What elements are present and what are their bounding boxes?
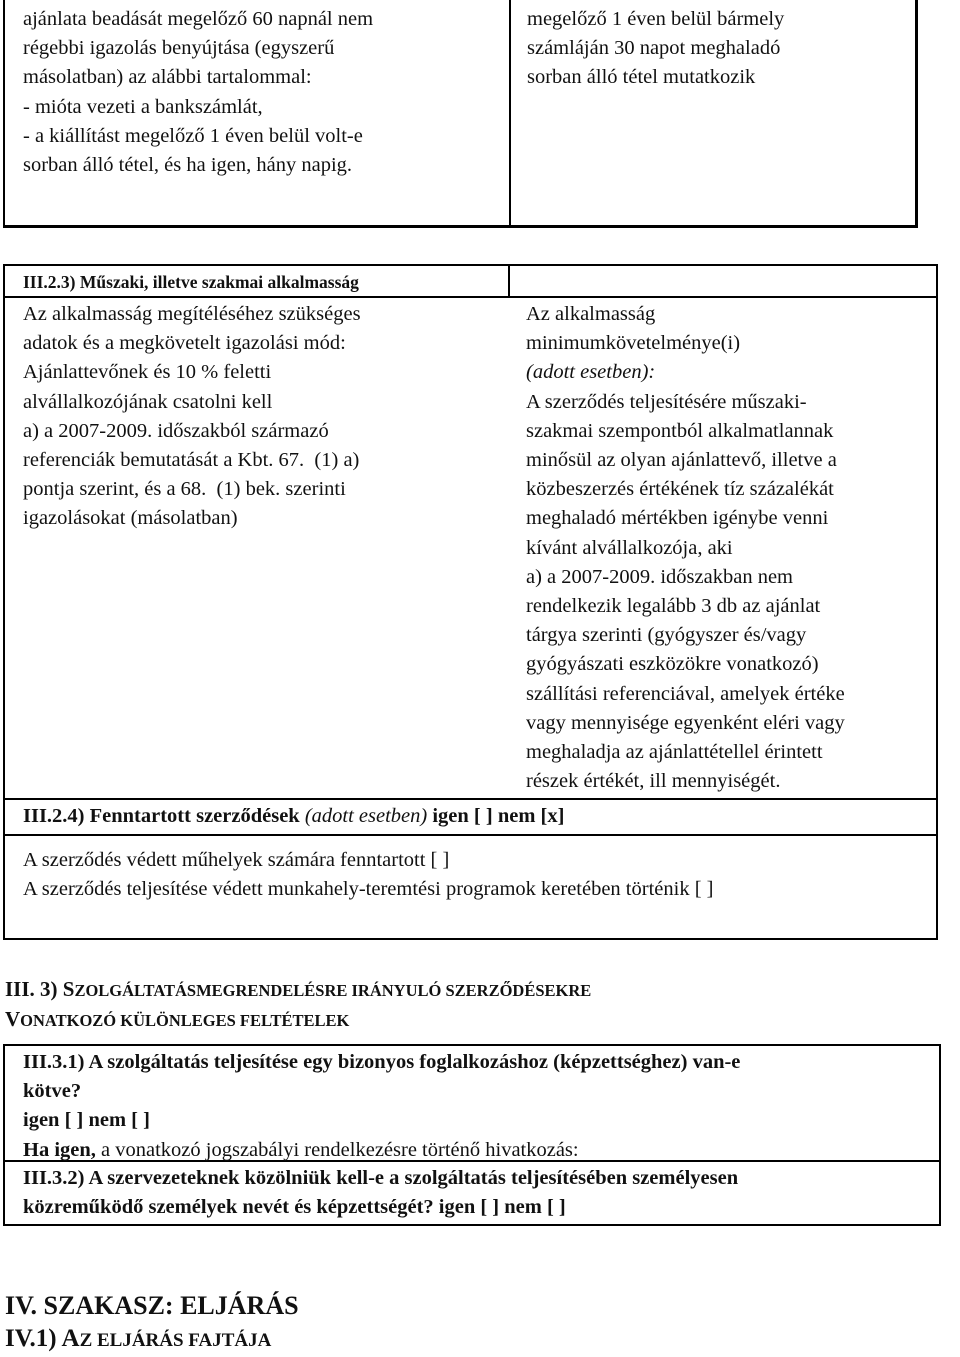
conditional-text: a vonatkozó jogszabályi rendelkezésre történő hivatkozás: (95, 1138, 579, 1161)
text-line: rendelkezik legalább 3 db az ajánlat (526, 595, 821, 618)
text-line: régebbi igazolás benyújtása (egyszerű (23, 37, 335, 60)
text-line: igazolásokat (másolatban) (23, 507, 238, 530)
question-personnel-names (3, 1162, 941, 1226)
section-heading-answer: igen [ ] nem [x] (432, 805, 565, 827)
text-line: közbeszerzés értékének tíz százalékát (526, 478, 834, 501)
text-line: meghaladja az ajánlattétellel érintett (526, 741, 823, 764)
question-text: közreműködő személyek nevét és képzettségét? igen [ ] nem [ ] (23, 1196, 566, 1219)
text-line: sorban álló tétel, és ha igen, hány napig. (23, 154, 353, 177)
text-line: megelőző 1 éven belül bármely (527, 8, 785, 30)
text-line: másolatban) az alábbi tartalommal: (23, 66, 312, 89)
question-occupation-binding (3, 1044, 941, 1162)
section-heading-text: III.2.3) Műszaki, illetve szakmai alkalmasság (23, 272, 359, 292)
section-heading-technical-suitability (3, 264, 938, 298)
text-line: a) a 2007-2009. időszakban nem (526, 565, 793, 588)
section-title-service-contracts (5, 975, 945, 1035)
suitability-minimum-cell (508, 298, 938, 798)
conditional-label: Ha igen, (23, 1138, 96, 1161)
subsection-title: Z ELJÁRÁS FAJTÁJA (79, 1330, 272, 1351)
text-line: A szerződés teljesítésére műszaki- (526, 390, 807, 413)
text-line: Az alkalmasság megítéléséhez szükséges (23, 303, 361, 325)
text-line: - mióta vezeti a bankszámlát, (23, 95, 263, 118)
text-line: referenciák bemutatását a Kbt. 67. (1) a) (23, 449, 360, 472)
text-line: (adott esetben): (526, 361, 656, 384)
text-line: minősül az olyan ajánlattevő, illetve a (526, 449, 837, 472)
suitability-proof-cell (3, 298, 509, 798)
text-line: Az alkalmasság (526, 303, 656, 325)
section-title-procedure (5, 1290, 945, 1357)
text-line: vagy mennyisége egyenként eléri vagy (526, 711, 845, 734)
text-line: gyógyászati eszközökre vonatkozó) (526, 653, 819, 676)
answer-text: igen [ ] nem [ ] (23, 1109, 150, 1132)
text-line: pontja szerint, és a 68. (1) bek. szerinti (23, 478, 346, 501)
text-line: alvállalkozójának csatolni kell (23, 390, 273, 413)
text-line: számláján 30 napot meghaladó (527, 37, 781, 60)
smallcaps-rest: ONATKOZÓ KÜLÖNLEGES FELTÉTELEK (20, 1011, 350, 1031)
text-line: - a kiállítást megelőző 1 éven belül volt-e (23, 124, 363, 147)
text-line: kívánt alvállalkozója, aki (526, 536, 733, 559)
text-line: szakmai szempontból alkalmatlannak (526, 419, 834, 442)
smallcaps-rest: ZOLGÁLTATÁSMEGRENDELÉSRE IRÁNYULÓ SZERZŐDÉSEKRE (74, 981, 592, 1000)
procedure-cell-left (3, 0, 511, 228)
text-line: szállítási referenciával, amelyek értéke (526, 682, 845, 705)
requirement-cell-right (511, 0, 918, 228)
section-number: III. 3) (5, 977, 63, 1001)
subsection-number: IV.1) A (5, 1325, 80, 1352)
text-line: a) a 2007-2009. időszakból származó (23, 419, 329, 442)
text-line: tárgya szerinti (gyógyszer és/vagy (526, 624, 807, 647)
text-line: ajánlata beadását megelőző 60 napnál nem (23, 8, 374, 30)
text-line: minimumkövetelménye(i) (526, 332, 741, 355)
smallcaps-initial: S (62, 977, 75, 1001)
text-line: A szerződés védett műhelyek számára fenntartott [ ] (23, 849, 450, 871)
reserved-contracts-body (3, 834, 938, 940)
smallcaps-initial: V (5, 1007, 21, 1032)
section-heading-qualifier: (adott esetben) (304, 805, 428, 827)
section-heading-text: III.2.4) Fenntartott szerződések (23, 805, 300, 827)
section-heading-reserved-contracts (3, 798, 938, 834)
question-text: III.3.2) A szervezeteknek közölniük kell-e a szolgáltatás teljesítésében személyesen (23, 1167, 739, 1189)
question-text: III.3.1) A szolgáltatás teljesítése egy bizonyos foglalkozáshoz (képzettséghez) van-e (23, 1051, 741, 1073)
section-title-text: IV. SZAKASZ: ELJÁRÁS (5, 1291, 299, 1320)
text-line: részek értékét, ill mennyiségét. (526, 770, 781, 793)
text-line: sorban álló tétel mutatkozik (527, 66, 756, 89)
text-line: Ajánlattevőnek és 10 % feletti (23, 361, 272, 384)
column-divider (508, 264, 510, 298)
question-text: kötve? (23, 1080, 82, 1103)
text-line: meghaladó mértékben igénybe venni (526, 507, 829, 530)
text-line: A szerződés teljesítése védett munkahely-teremtési programok keretében történik [ ] (23, 878, 714, 901)
text-line: adatok és a megkövetelt igazolási mód: (23, 332, 346, 355)
